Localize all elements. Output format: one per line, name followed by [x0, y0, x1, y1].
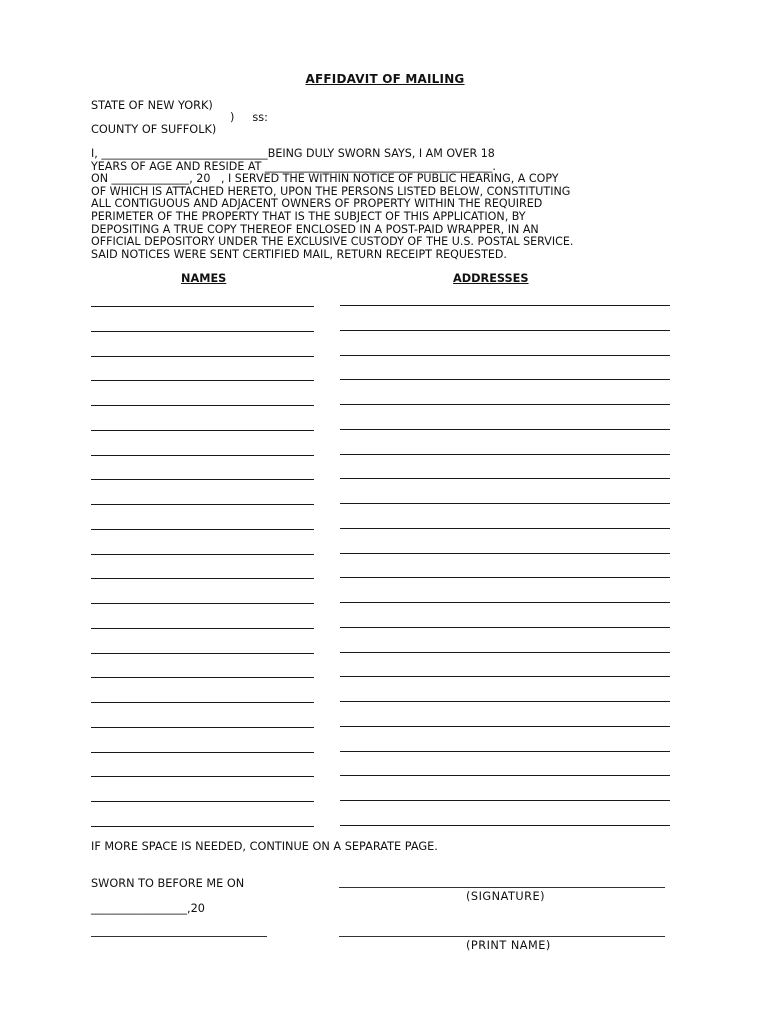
address-entry-line[interactable]: [340, 379, 670, 380]
body-line: OF WHICH IS ATTACHED HERETO, UPON THE PERSONS LISTED BELOW, CONSTITUTING: [91, 184, 571, 198]
document-title: AFFIDAVIT OF MAILING: [305, 72, 465, 86]
body-line: DEPOSITING A TRUE COPY THEREOF ENCLOSED IN A POST-PAID WRAPPER, IN AN: [91, 222, 539, 236]
body-line: OFFICIAL DEPOSITORY UNDER THE EXCLUSIVE CUSTODY OF THE U.S. POSTAL SERVICE.: [91, 235, 574, 249]
address-entry-line[interactable]: [340, 652, 670, 653]
address-entry-line[interactable]: [340, 478, 670, 479]
address-entry-line[interactable]: [340, 676, 670, 677]
address-entry-line[interactable]: [340, 553, 670, 554]
name-entry-line[interactable]: [91, 826, 314, 827]
address-entry-line[interactable]: [340, 825, 670, 826]
address-entry-line[interactable]: [340, 751, 670, 752]
venue-state: STATE OF NEW YORK): [91, 99, 213, 112]
name-entry-line[interactable]: [91, 776, 314, 777]
venue-ss: ) ss:: [230, 111, 268, 124]
body-line: PERIMETER OF THE PROPERTY THAT IS THE SUBJECT OF THIS APPLICATION, BY: [91, 209, 526, 223]
address-entry-line[interactable]: [340, 602, 670, 603]
address-entry-line[interactable]: [340, 800, 670, 801]
body-line: ON ______________, 20 , I SERVED THE WITHIN NOTICE OF PUBLIC HEARING, A COPY: [91, 172, 559, 186]
sworn-label: SWORN TO BEFORE ME ON: [91, 877, 245, 890]
name-entry-line[interactable]: [91, 578, 314, 579]
name-entry-line[interactable]: [91, 504, 314, 505]
name-entry-line[interactable]: [91, 529, 314, 530]
signature-line[interactable]: [339, 887, 665, 888]
print-name-caption: (PRINT NAME): [466, 939, 551, 952]
name-entry-line[interactable]: [91, 405, 314, 406]
address-entry-line[interactable]: [340, 305, 670, 306]
body-line: ALL CONTIGUOUS AND ADJACENT OWNERS OF PROPERTY WITHIN THE REQUIRED: [91, 197, 543, 211]
venue-county: COUNTY OF SUFFOLK): [91, 123, 217, 136]
body-line: YEARS OF AGE AND RESIDE AT _________________________________________.: [91, 159, 496, 173]
addresses-column-header: ADDRESSES: [453, 272, 529, 285]
address-entry-line[interactable]: [340, 577, 670, 578]
name-entry-line[interactable]: [91, 430, 314, 431]
name-entry-line[interactable]: [91, 727, 314, 728]
name-entry-line[interactable]: [91, 455, 314, 456]
address-entry-line[interactable]: [340, 775, 670, 776]
signature-caption: (SIGNATURE): [466, 890, 546, 903]
body-line: SAID NOTICES WERE SENT CERTIFIED MAIL, RETURN RECEIPT REQUESTED.: [91, 247, 507, 261]
address-entry-line[interactable]: [340, 701, 670, 702]
name-entry-line[interactable]: [91, 752, 314, 753]
notary-line[interactable]: [91, 936, 267, 937]
name-entry-line[interactable]: [91, 331, 314, 332]
name-entry-line[interactable]: [91, 356, 314, 357]
names-column-header: NAMES: [181, 272, 227, 285]
name-entry-line[interactable]: [91, 380, 314, 381]
name-entry-line[interactable]: [91, 603, 314, 604]
address-entry-line[interactable]: [340, 355, 670, 356]
sworn-date-line[interactable]: _________________,20: [91, 902, 205, 915]
print-name-line[interactable]: [339, 936, 665, 937]
name-entry-line[interactable]: [91, 479, 314, 480]
address-entry-line[interactable]: [340, 330, 670, 331]
address-entry-line[interactable]: [340, 627, 670, 628]
affidavit-body: [91, 148, 681, 261]
continuation-note: IF MORE SPACE IS NEEDED, CONTINUE ON A SEPARATE PAGE.: [91, 840, 438, 853]
name-entry-line[interactable]: [91, 653, 314, 654]
address-entry-line[interactable]: [340, 404, 670, 405]
name-entry-line[interactable]: [91, 702, 314, 703]
address-entry-line[interactable]: [340, 726, 670, 727]
address-entry-line[interactable]: [340, 454, 670, 455]
name-entry-line[interactable]: [91, 628, 314, 629]
name-entry-line[interactable]: [91, 306, 314, 307]
name-entry-line[interactable]: [91, 801, 314, 802]
name-entry-line[interactable]: [91, 677, 314, 678]
address-entry-line[interactable]: [340, 528, 670, 529]
name-entry-line[interactable]: [91, 554, 314, 555]
body-line: I, ______________________________BEING DULY SWORN SAYS, I AM OVER 18: [91, 147, 495, 160]
address-entry-line[interactable]: [340, 429, 670, 430]
address-entry-line[interactable]: [340, 503, 670, 504]
